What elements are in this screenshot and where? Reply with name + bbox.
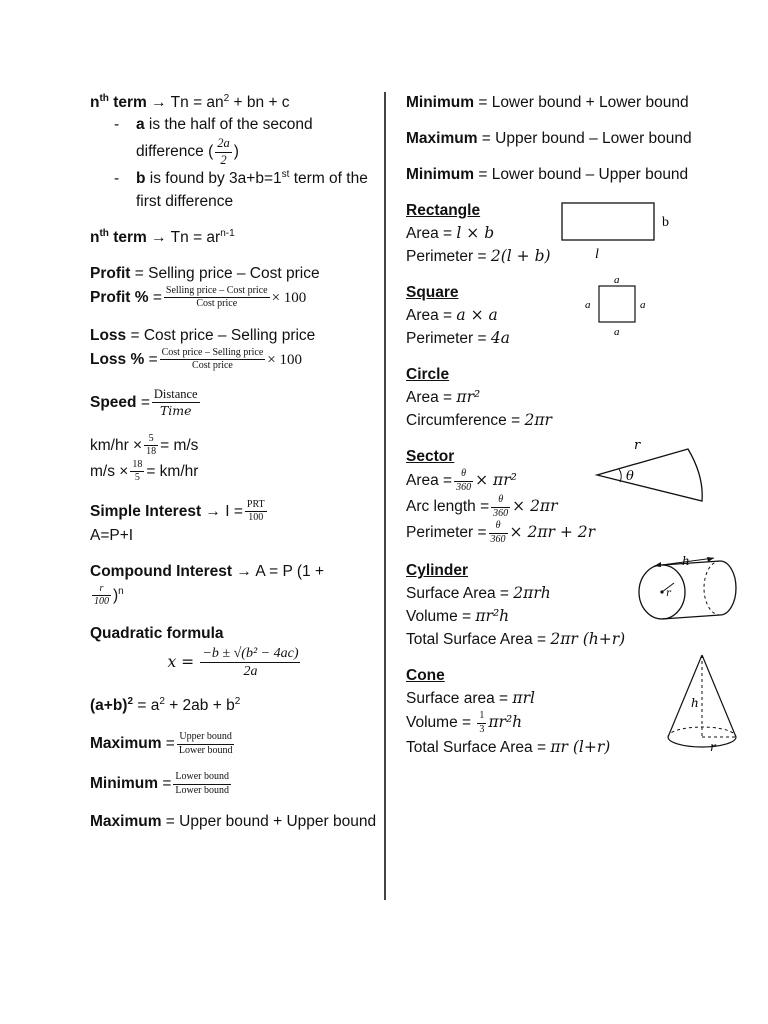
fraction: $\frac{\text{Cost price – Selling price}}{\text{Cost price}}$: [161, 346, 264, 372]
sector-section: Sector Area = $\frac{\theta}{360}$ × πr² Arc length = $\frac{\theta}{360}$ × 2πr Perimeter = $\frac{\theta}{360}$ × 2πr + 2r r θ: [406, 446, 741, 546]
section-title: Circle: [406, 366, 450, 383]
loss-formulas: Loss = Cost price – Selling price Loss % = $\frac{\text{Cost price – Selling price}}{\text{Cost price}}$ × 100: [90, 326, 316, 372]
cone-section: Cone Surface area = πrl Volume = $\frac{1}{3}$ πr²h Total Surface Area = πr (l+r) h r: [406, 665, 741, 759]
quadratic-formula: Quadratic formula x = $\frac{\text{−b ± √(b² − 4ac)}}{2a}$: [90, 624, 299, 680]
cylinder-diagram: [634, 554, 744, 624]
compound-interest: Compound Interest → A = P (1 + $\frac{r}{100}$ )$^n$: [90, 562, 325, 608]
cone-label-h: h: [691, 696, 699, 710]
rectangle-diagram: [556, 200, 686, 264]
square-section: Square Area = a × a Perimeter = 4a a a a a: [406, 282, 741, 350]
square-label-top: a: [614, 274, 620, 286]
nth-term-geometric: $n^{th}$ term → $Tn = ar^{n-1}$: [90, 227, 235, 246]
bullet-b: - b is found by 3a+b=1st term of the first difference: [90, 168, 380, 212]
nth-expr: $Tn = an^2$ + bn + c: [170, 93, 290, 112]
minimum-difference: Minimum = Lower bound – Upper bound: [406, 166, 689, 183]
sector-label-theta: θ: [626, 469, 634, 484]
square-label-right: a: [640, 299, 646, 311]
arrow-icon: →: [201, 503, 226, 521]
maximum-ratio: Maximum = $\frac{\text{Upper bound}}{\text{Lower bound}}$: [90, 731, 233, 756]
column-divider: [384, 92, 386, 900]
binomial-square: $(a+b)^2 = a^2 + 2ab + b^2$: [90, 695, 241, 715]
section-title: Sector: [406, 448, 455, 465]
nth-title: $n^{th}$ term: [90, 93, 147, 112]
cone-label-r: r: [710, 740, 716, 754]
maximum-difference: Maximum = Upper bound – Lower bound: [406, 130, 692, 147]
minimum-ratio: Minimum = $\frac{\text{Lower bound}}{\text{Lower bound}}$: [90, 771, 229, 796]
maximum-sum: Maximum = Upper bound + Upper bound: [90, 813, 377, 831]
nth-term-quadratic: [90, 92, 380, 213]
rect-label-b: b: [662, 215, 669, 230]
fraction: $\frac{\theta}{360}$: [493, 494, 509, 519]
square-label-left: a: [585, 299, 591, 311]
cone-diagram: [662, 649, 746, 757]
arrow-icon: →: [146, 94, 171, 112]
circle-section: Circle Area = πr² Circumference = 2πr: [406, 364, 741, 432]
section-title: Cylinder: [406, 562, 469, 579]
cylinder-label-h: h: [682, 554, 690, 568]
left-column: [90, 92, 380, 847]
speed-conversions: km/hr × $\frac{5}{18}$ = m/s m/s × $\frac{18}{5}$ = km/hr: [90, 432, 199, 484]
arrow-icon: →: [232, 562, 256, 580]
fraction: $\frac{\text{Lower bound}}{\text{Lower bound}}$: [175, 771, 229, 796]
right-column: [406, 92, 741, 773]
section-title: Cone: [406, 667, 445, 684]
section-title: Rectangle: [406, 202, 481, 219]
sector-diagram: [592, 440, 712, 510]
simple-interest: Simple Interest → I = $\frac{\text{PRT}}{100}$ A=P+I: [90, 498, 265, 544]
fraction: $\frac{r}{100}$: [94, 582, 109, 608]
speed-formula: Speed = $\frac{\text{Distance}}{\text{Time}}$: [90, 386, 198, 419]
fraction: $\frac{\text{Distance}}{\text{Time}}$: [153, 386, 198, 419]
minimum-sum: Minimum = Lower bound + Lower bound: [406, 94, 689, 111]
bullet-a: - a is the half of the second difference ( $\frac{2a}{2}$ ): [90, 114, 380, 168]
fraction: $\frac{\text{Upper bound}}{\text{Lower bound}}$: [178, 731, 233, 756]
square-label-bottom: a: [614, 326, 620, 338]
fraction: $\frac{\text{PRT}}{100}$: [246, 498, 265, 524]
rect-label-l: l: [595, 247, 599, 262]
fraction: $\frac{\theta}{360}$: [490, 520, 506, 545]
fraction: $\frac{18}{5}$: [132, 458, 143, 484]
fraction: $\frac{\text{−b ± √(b² − 4ac)}}{2a}$: [202, 645, 299, 680]
sector-label-r: r: [634, 440, 641, 453]
fraction: $\frac{\text{Selling price – Cost price}}{\text{Cost price}}$: [165, 284, 268, 310]
fraction: $\frac{5}{18}$: [146, 432, 157, 458]
arrow-icon: →: [146, 228, 171, 246]
fraction: $\frac{\theta}{360}$: [456, 468, 472, 493]
cylinder-label-r: r: [666, 588, 671, 599]
fraction: $\frac{1}{3}$: [479, 710, 485, 735]
fraction: $\frac{2a}{2}$: [217, 136, 230, 167]
rectangle-section: Rectangle Area = l × b Perimeter = 2(l + b) b l: [406, 200, 741, 268]
profit-formulas: Profit = Selling price – Cost price Profit % = $\frac{\text{Selling price – Cost price}}{\text{Cost price}}$ × 100: [90, 264, 320, 310]
cylinder-section: Cylinder Surface Area = 2πrh Volume = πr²h Total Surface Area = 2πr (h+r) h r: [406, 560, 741, 651]
square-diagram: [582, 274, 672, 338]
section-title: Square: [406, 284, 459, 301]
